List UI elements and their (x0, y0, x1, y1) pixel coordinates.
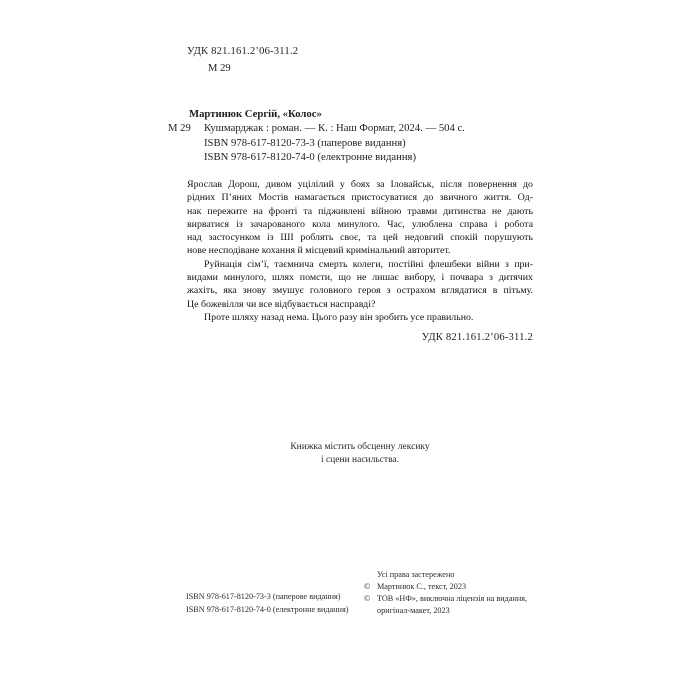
annotation-line: жахіть, яка знову змушує головного героя з острахом вглядатися в пітьму. (187, 285, 533, 297)
author-index-top: М 29 (208, 63, 231, 74)
rights-line (364, 605, 527, 617)
annotation-line: вирватися із зачарованого кола минулого. Час, улюблена справа і робота (187, 218, 533, 230)
content-warning-line1: Книжка містить обсценну лексику (290, 442, 430, 452)
annotation-line: Проте шляху назад нема. Цього разу він зробить усе правильно. (204, 311, 474, 323)
annotation-line: нове несподіване кохання й місцевий кримінальний авторитет. (187, 245, 451, 257)
annotation-line: Це божевілля чи все відбувається насправді? (187, 298, 376, 310)
rights-text: Усі права застережено (377, 570, 455, 579)
copyright-symbol (364, 605, 377, 617)
annotation-text (187, 178, 533, 324)
annotation-line: над застосунком із ШІ роблять своє, та цей недовгий спокій порушують (187, 232, 533, 244)
copyright-block (364, 569, 527, 617)
rights-text: Мартинюк С., текст, 2023 (377, 582, 467, 592)
annotation-line: Ярослав Дорош, дивом уцілілий у боях за Іловайськ, після повернення до (187, 179, 533, 190)
annotation-line: видами минулого, шлях помсти, що не лишає вибору, і почвара з дитячих (187, 272, 533, 284)
rights-line (364, 581, 527, 593)
content-warning (187, 441, 533, 467)
udk-code-bottom: УДК 821.161.2’06-311.2 (421, 332, 533, 343)
bib-isbn-digital: ISBN 978-617-8120-74-0 (електронне видання) (204, 150, 417, 163)
rights-text: оригінал-макет, 2023 (377, 606, 450, 616)
bib-entry: Кушмарджак : роман. — К. : Наш Формат, 2024. — 504 с. (204, 122, 465, 135)
bibliographic-record (168, 107, 465, 164)
annotation-line: рідних П’яних Мостів намагається пристосуватися до звичного життя. Од- (187, 192, 533, 204)
bib-entry-row (168, 121, 465, 135)
annotation-line: Руйнація сім’ї, таємнича смерть колеги, постійні флешбеки війни з при- (204, 258, 533, 270)
rights-line (364, 593, 527, 605)
bib-isbn-print: ISBN 978-617-8120-73-3 (паперове видання) (204, 136, 406, 149)
rights-line (364, 569, 527, 581)
copyright-symbol: © (364, 582, 371, 592)
content-warning-line2: і сцени насильства. (320, 455, 400, 465)
annotation-line: нак пережите на фронті та підживлені війною травми дитинства не дають (187, 205, 533, 217)
bib-author-title: Мартинюк Сергій, «Колос» (189, 108, 322, 120)
footer-isbn-digital: ISBN 978-617-8120-74-0 (електронне видання) (186, 605, 349, 615)
copyright-symbol (364, 569, 377, 581)
rights-text: ТОВ «НФ», виключна ліцензія на видання, (377, 594, 528, 604)
footer-isbn-block (186, 590, 348, 617)
udk-code-top: УДК 821.161.2’06-311.2 (187, 46, 299, 57)
footer-isbn-print: ISBN 978-617-8120-73-3 (паперове видання) (186, 592, 341, 601)
bib-author-index: М 29 (168, 122, 191, 135)
copyright-symbol: © (364, 594, 371, 604)
